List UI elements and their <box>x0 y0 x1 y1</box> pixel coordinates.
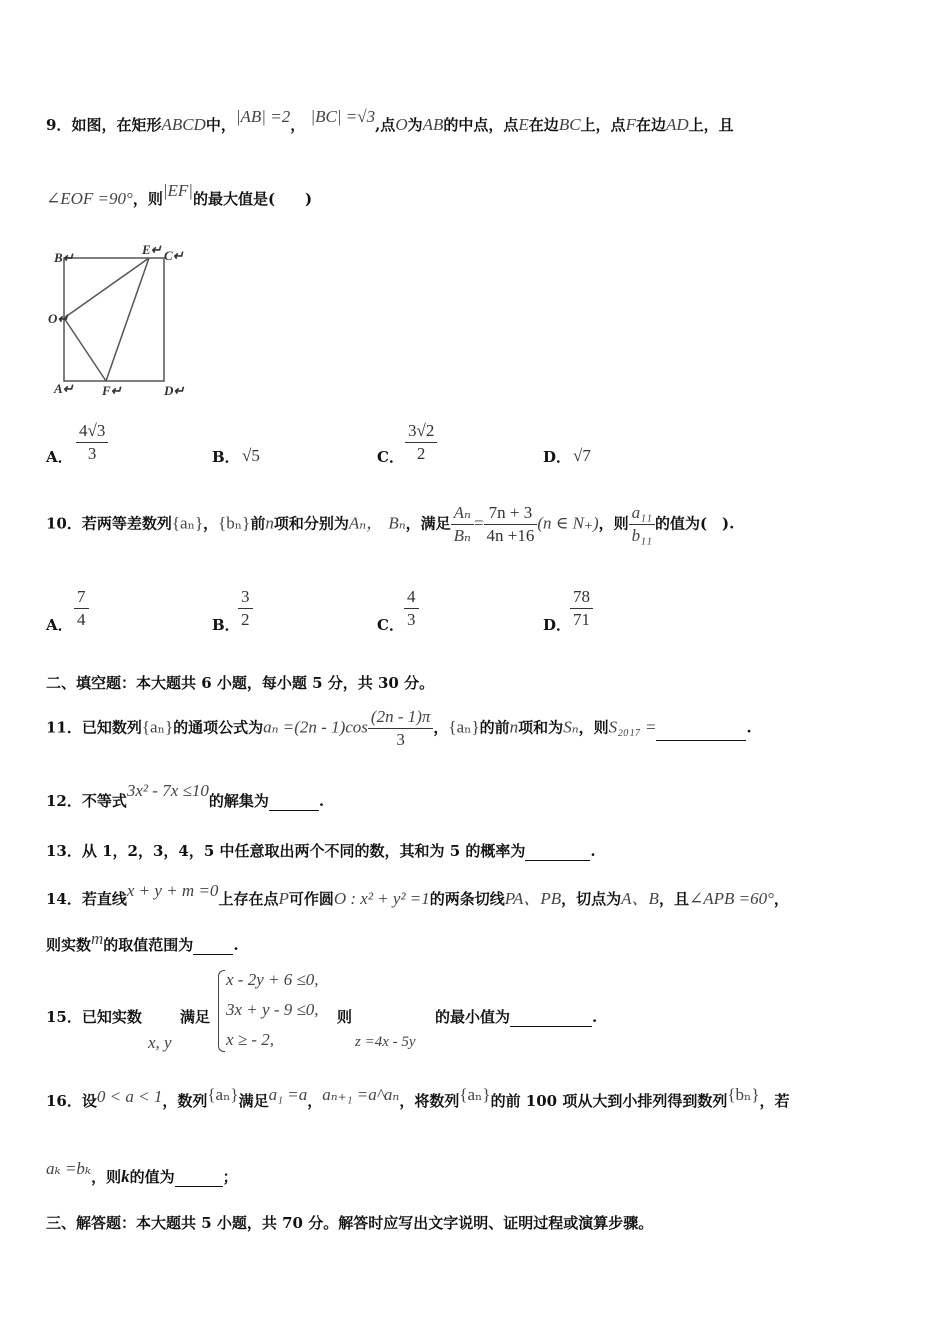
q10-option-a-label: A． <box>46 616 73 634</box>
q10-option-d-value: $\frac{78}{71}$ <box>570 586 593 631</box>
q10-option-b-value: $\frac{3}{2}$ <box>238 586 253 631</box>
segment-oe <box>64 258 149 318</box>
segment-of <box>64 318 106 381</box>
q9-option-c-value: $\frac{3√2}{2}$ <box>405 420 437 465</box>
section-2-heading: 二、填空题：本大题共 6 小题，每小题 5 分，共 30 分。 <box>46 674 435 692</box>
q9-line1: 9．如图，在矩形ABCD中，|AB| =2， |BC| =√3,点O为AB的中点，点E在边BC上，点F在边AD上，且 <box>46 107 734 134</box>
label-e: E↵ <box>142 242 162 257</box>
q10-line: 10．若两等差数列{aₙ}，{bₙ}前n项和分别为Aₙ， Bₙ，满足 $\frac{\text{Aₙ}}{\text{Bₙ}}$ = $\frac{7n + 3}{4n +16}$ (n ∈ N₊)，则 $\frac{\text{a₁₁}}{\text{b₁₁}}$ 的值为( ). <box>46 503 735 545</box>
q10-option-d-label: D． <box>543 616 572 634</box>
q10-option-b-label: B． <box>212 616 240 634</box>
section-3-heading: 三、解答题：本大题共 5 小题，共 70 分。解答时应写出文字说明、证明过程或演算步骤。 <box>46 1214 654 1232</box>
q14-line2: 则实数m的取值范围为 . <box>46 929 239 954</box>
q9-option-a-value: $\frac{4√3}{3}$ <box>76 420 108 465</box>
q15-system-row-2: 3x + y - 9 ≤0, <box>226 1000 319 1019</box>
q16-line2: aₖ =bₖ，则k的值为 ； <box>46 1159 238 1186</box>
q9-figure <box>46 240 196 400</box>
q15-system-brace <box>218 970 225 1052</box>
q16-line1: 16．设0 < a < 1，数列{aₙ}满足a₁ =a，aₙ₊₁ =a^aₙ，将数列{aₙ}的前 100 项从大到小排列得到数列{bₙ}，若 <box>46 1085 790 1110</box>
q15-xy: x, y <box>148 1033 172 1052</box>
q9-option-d-label: D． <box>543 448 572 466</box>
label-c: C↵ <box>164 248 184 263</box>
q15-tail: 的最小值为 . <box>435 1008 598 1026</box>
q10-option-c-label: C． <box>377 616 404 634</box>
q10-option-c-value: $\frac{4}{3}$ <box>404 586 419 631</box>
q12-line: 12．不等式3x² - 7x ≤10的解集为 . <box>46 781 325 810</box>
label-a: A↵ <box>54 381 74 396</box>
q9-option-a-label: A． <box>46 448 73 466</box>
q15-number: 15．已知实数 <box>46 1008 142 1026</box>
q9-option-c-label: C． <box>377 448 404 466</box>
q9-option-d-value: √7 <box>573 446 591 465</box>
rectangle-abcd <box>64 258 164 381</box>
label-b: B↵ <box>54 250 74 265</box>
q14-line1: 14．若直线x + y + m =0上存在点P可作圆O : x² + y² =1的两条切线PA、PB，切点为A、B，且∠APB =60°， <box>46 881 789 908</box>
q9-option-b-label: B． <box>212 448 240 466</box>
q15-system-row-3: x ≥ - 2, <box>226 1030 275 1049</box>
q15-system-row-1: x - 2y + 6 ≤0, <box>226 970 319 989</box>
label-o: O↵ <box>48 311 69 326</box>
q9-option-b-value: √5 <box>242 446 260 465</box>
segment-ef <box>106 258 149 381</box>
q11-line: 11．已知数列{aₙ}的通项公式为aₙ =(2n - 1)cos $\frac{(2n - 1)\pi}{3}$ ，{aₙ}的前n项和为Sₙ，则S₂₀₁₇ = . <box>46 707 752 749</box>
label-d: D↵ <box>164 383 185 398</box>
q10-option-a-value: $\frac{7}{4}$ <box>74 586 89 631</box>
q13-line: 13．从 1，2，3，4，5 中任意取出两个不同的数，其和为 5 的概率为 . <box>46 842 596 860</box>
q15-satisfy: 满足 <box>180 1008 211 1026</box>
q15-then: 则 <box>337 1008 353 1026</box>
label-f: F↵ <box>102 383 122 398</box>
q9-line2: ∠EOF =90°，则|EF|的最大值是( ) <box>46 181 313 208</box>
q15-objective: z =4x - 5y <box>355 1034 416 1050</box>
